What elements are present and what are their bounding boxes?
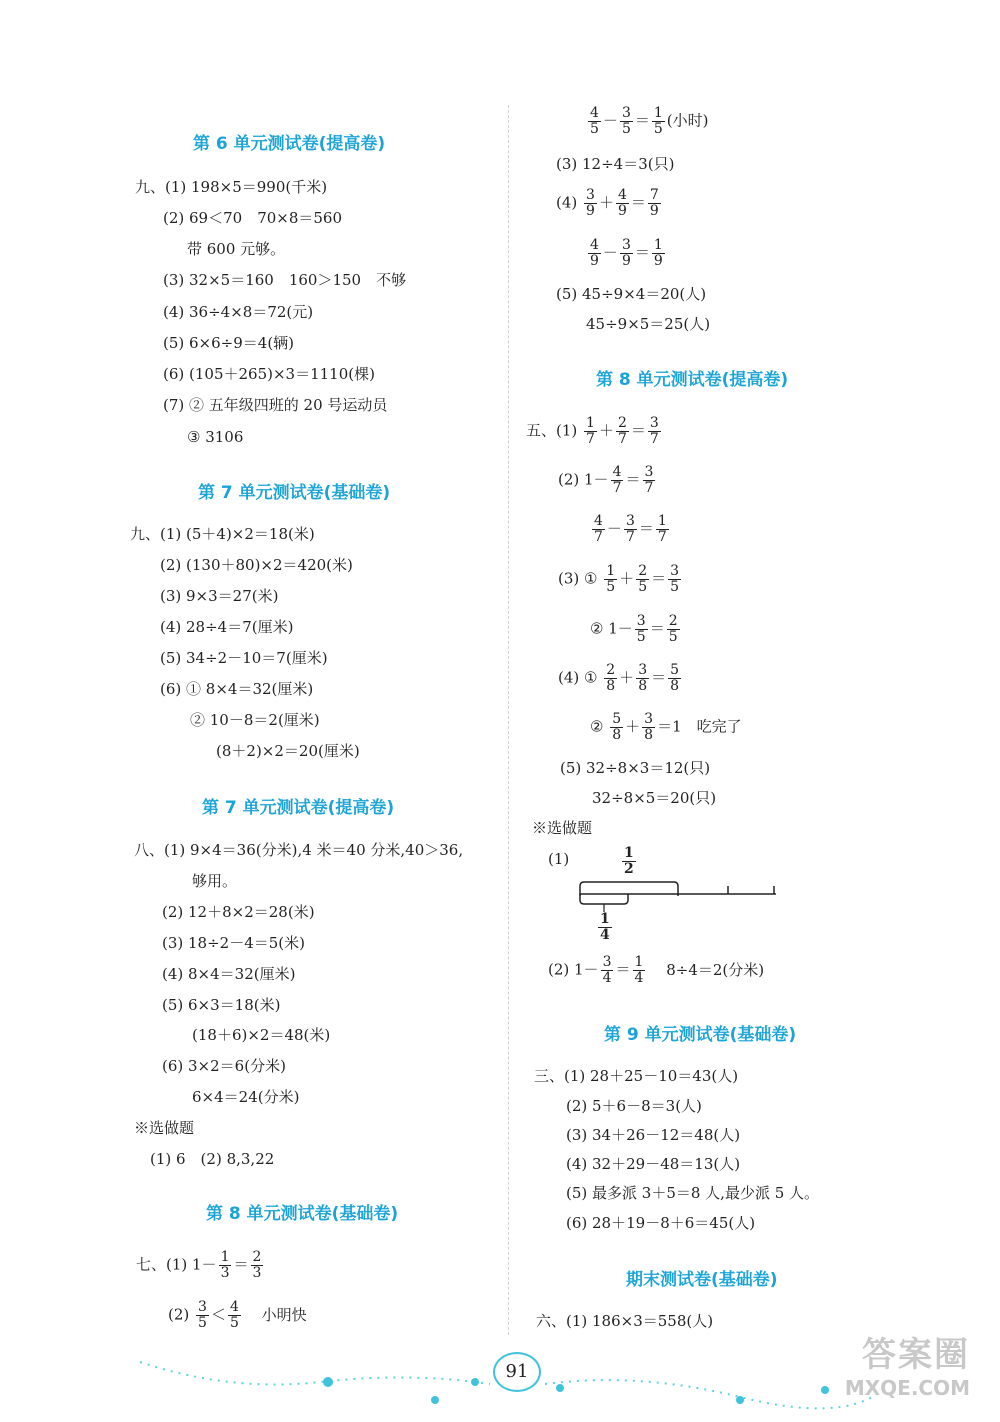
denominator: 7 <box>594 529 603 545</box>
line-prefix: (4) ① <box>558 668 598 687</box>
fraction-line <box>136 1250 265 1281</box>
denominator: 9 <box>649 203 659 219</box>
fraction <box>642 712 655 743</box>
fraction-line <box>558 465 657 496</box>
answer-line: (8＋2)×2＝20(厘米) <box>216 742 360 760</box>
fraction <box>251 1250 264 1281</box>
line-prefix: (2) 1－ <box>558 470 609 489</box>
watermark-logo-text: 答案圈 <box>862 1335 970 1375</box>
numerator: 3 <box>644 464 654 480</box>
answer-line: (18＋6)×2＝48(米) <box>192 1026 331 1044</box>
denominator: 8 <box>638 678 648 694</box>
operator: ＝ <box>233 1255 249 1274</box>
unit7-basic-title: 第 7 单元测试卷(基础卷) <box>198 483 391 503</box>
answer-line: (3) 34＋26－12＝48(人) <box>566 1126 741 1144</box>
answer-line: (5) 45÷9×4＝20(人) <box>556 285 707 303</box>
fraction-line <box>586 238 667 269</box>
answer-line: (5) 6×6÷9＝4(辆) <box>163 334 295 352</box>
fraction <box>616 188 629 219</box>
numerator: 1 <box>657 513 667 529</box>
fraction-line <box>526 416 663 447</box>
fraction <box>643 465 656 496</box>
fraction-line <box>548 955 764 986</box>
fraction-line <box>558 663 683 694</box>
numerator: 5 <box>612 711 622 727</box>
denominator: 5 <box>621 121 631 137</box>
denominator: 8 <box>612 727 622 743</box>
fraction-line <box>590 614 682 645</box>
wave-dot <box>431 1396 439 1404</box>
unit8-advanced-title: 第 8 单元测试卷(提高卷) <box>596 370 789 390</box>
denominator: 9 <box>653 253 663 269</box>
operator: ＋ <box>619 569 635 588</box>
answer-line: (4) 32＋29－48＝13(人) <box>566 1155 741 1173</box>
line-prefix: ② <box>590 717 604 736</box>
denominator: 9 <box>617 203 627 219</box>
numerator: 2 <box>668 613 678 629</box>
operator: － <box>602 111 618 130</box>
denominator: 5 <box>653 121 663 137</box>
answer-line: 九、(1) 198×5＝990(千米) <box>135 178 328 196</box>
answer-line: (5) 32÷8×3＝12(只) <box>560 759 711 777</box>
numerator: 3 <box>621 237 631 253</box>
watermark-url: MXQE.COM <box>844 1376 970 1400</box>
numerator: 4 <box>590 237 599 253</box>
fraction <box>624 514 637 545</box>
answer-line: (3) 9×3＝27(米) <box>160 587 279 605</box>
answer-line: (4) 8×4＝32(厘米) <box>162 965 296 983</box>
unit7-advanced-title: 第 7 单元测试卷(提高卷) <box>202 798 395 818</box>
numerator: 2 <box>617 415 627 431</box>
denominator: 8 <box>670 678 680 694</box>
operator: ＜ <box>210 1305 226 1324</box>
fraction-line <box>590 514 671 545</box>
answer-line: (3) 12÷4＝3(只) <box>556 155 675 173</box>
fraction <box>667 614 680 645</box>
answer-line: 45÷9×5＝25(人) <box>586 315 711 333</box>
diagram-bottom-fraction <box>598 912 612 943</box>
fraction <box>648 416 661 447</box>
diagram-top-fraction <box>622 846 636 877</box>
operator: ＝ <box>634 243 650 262</box>
fraction <box>668 564 681 595</box>
numerator: 5 <box>670 662 680 678</box>
denominator: 3 <box>220 1265 230 1281</box>
numerator: 3 <box>198 1299 207 1315</box>
denominator: 9 <box>586 203 595 219</box>
operator: ＝ <box>649 619 665 638</box>
answer-line: (4) 36÷4×8＝72(元) <box>163 303 314 321</box>
final-exam-title: 期末测试卷(基础卷) <box>626 1270 778 1290</box>
answer-line: (6) 28＋19－8＋6＝45(人) <box>566 1214 756 1232</box>
numerator: 4 <box>590 105 599 121</box>
denominator: 4 <box>600 927 610 943</box>
line-suffix: (小时) <box>666 111 709 130</box>
line-suffix: ＝1 吃完了 <box>657 717 742 736</box>
operator: ＝ <box>625 470 641 489</box>
line-prefix: 五、(1) <box>526 421 578 440</box>
denominator: 4 <box>602 970 612 986</box>
answer-line: (2) 5＋6－8＝3(人) <box>566 1097 702 1115</box>
denominator: 2 <box>624 861 634 877</box>
wave-dot <box>736 1396 744 1404</box>
denominator: 7 <box>586 431 595 447</box>
denominator: 7 <box>612 480 622 496</box>
fraction <box>584 416 597 447</box>
numerator: 4 <box>594 513 603 529</box>
operator: ＋ <box>625 717 641 736</box>
denominator: 5 <box>606 579 616 595</box>
fraction <box>219 1250 232 1281</box>
numerator: 2 <box>638 563 648 579</box>
numerator: 3 <box>625 513 635 529</box>
fraction-line <box>558 564 683 595</box>
optional-label: ※选做题 <box>532 819 593 837</box>
fraction <box>228 1300 241 1331</box>
answer-line: (3) 18÷2－4＝5(米) <box>162 934 306 952</box>
operator: ＝ <box>638 519 654 538</box>
numerator: 1 <box>653 237 663 253</box>
watermark <box>845 1327 970 1400</box>
numerator: 1 <box>600 911 610 927</box>
answer-line: (6) ① 8×4＝32(厘米) <box>160 680 314 698</box>
operator: ＝ <box>615 960 631 979</box>
denominator: 5 <box>670 579 680 595</box>
numerator: 2 <box>606 662 616 678</box>
fraction <box>636 663 649 694</box>
fraction <box>635 614 648 645</box>
operator: ＋ <box>598 193 614 212</box>
wave-dots <box>140 1362 490 1385</box>
fraction <box>601 955 614 986</box>
fraction-line <box>586 106 709 137</box>
fraction <box>604 663 617 694</box>
fraction-line <box>168 1300 307 1331</box>
operator: － <box>606 519 622 538</box>
fraction <box>633 955 646 986</box>
numerator: 3 <box>636 613 646 629</box>
answer-line: (5) 6×3＝18(米) <box>162 996 281 1014</box>
line-prefix: 七、(1) 1－ <box>136 1255 217 1274</box>
denominator: 5 <box>636 629 646 645</box>
answer-line: (6) 3×2＝6(分米) <box>162 1057 286 1075</box>
answer-line: (7) ② 五年级四班的 20 号运动员 <box>163 396 388 414</box>
unit9-basic-title: 第 9 单元测试卷(基础卷) <box>604 1025 797 1045</box>
answer-line: 六、(1) 186×3＝558(人) <box>536 1312 714 1330</box>
operator: ＝ <box>651 668 667 687</box>
denominator: 8 <box>644 727 654 743</box>
fraction <box>648 188 661 219</box>
fraction <box>652 106 665 137</box>
denominator: 9 <box>621 253 631 269</box>
answer-line: (5) 最多派 3＋5＝8 人,最少派 5 人。 <box>566 1184 820 1202</box>
numerator: 4 <box>612 464 622 480</box>
wave-dot <box>471 1378 479 1386</box>
numerator: 1 <box>634 954 644 970</box>
numerator: 3 <box>602 954 612 970</box>
numerator: 3 <box>586 187 595 203</box>
denominator: 7 <box>617 431 627 447</box>
fraction <box>588 106 601 137</box>
answer-line: 6×4＝24(分米) <box>192 1088 300 1106</box>
fraction <box>652 238 665 269</box>
line-prefix: ② 1－ <box>590 619 633 638</box>
fraction-line <box>590 712 742 743</box>
numerator: 3 <box>638 662 648 678</box>
denominator: 9 <box>590 253 599 269</box>
wave-dot <box>323 1377 333 1387</box>
answer-line: (2) 12＋8×2＝28(米) <box>162 903 315 921</box>
fraction <box>620 238 633 269</box>
page-number: 91 <box>493 1352 541 1392</box>
line-prefix: (3) ① <box>558 569 598 588</box>
line-suffix: 小明快 <box>261 1305 307 1324</box>
fraction <box>668 663 681 694</box>
numerator: 3 <box>649 415 659 431</box>
fraction <box>656 514 669 545</box>
denominator: 4 <box>634 970 644 986</box>
fraction <box>604 564 617 595</box>
operator: ＝ <box>634 111 650 130</box>
line-prefix: (2) 1－ <box>548 960 599 979</box>
operator: － <box>602 243 618 262</box>
answer-line: (2) (130＋80)×2＝420(米) <box>160 556 353 574</box>
fraction <box>611 465 624 496</box>
numerator: 4 <box>229 1299 239 1315</box>
line-prefix: (4) <box>556 193 578 212</box>
answer-line: ② 10－8＝2(厘米) <box>190 711 320 729</box>
answer-line: (5) 34÷2－10＝7(厘米) <box>160 649 328 667</box>
optional-q1-label: (1) <box>548 850 570 868</box>
answer-line: (3) 32×5＝160 160＞150 不够 <box>163 271 407 289</box>
operator: ＝ <box>630 421 646 440</box>
numerator: 2 <box>252 1249 262 1265</box>
answer-line: (6) (105＋265)×3＝1110(棵) <box>163 365 375 383</box>
fraction <box>636 564 649 595</box>
answer-line: (2) 69＜70 70×8＝560 <box>163 209 343 227</box>
wave-dots <box>545 1380 880 1408</box>
lower-brace <box>580 894 628 904</box>
denominator: 5 <box>229 1315 239 1331</box>
numerator: 1 <box>220 1249 230 1265</box>
answer-line: 八、(1) 9×4＝36(分米),4 米＝40 分米,40＞36, <box>134 841 464 859</box>
numerator: 3 <box>670 563 680 579</box>
numerator: 1 <box>624 845 634 861</box>
numerator: 1 <box>653 105 663 121</box>
fraction <box>620 106 633 137</box>
unit6-advanced-title: 第 6 单元测试卷(提高卷) <box>193 134 386 154</box>
fraction <box>610 712 623 743</box>
denominator: 8 <box>606 678 616 694</box>
denominator: 7 <box>644 480 654 496</box>
numerator: 3 <box>644 711 654 727</box>
answer-line: 32÷8×5＝20(只) <box>592 789 717 807</box>
denominator: 5 <box>198 1315 207 1331</box>
answer-line: 带 600 元够。 <box>187 240 286 258</box>
answer-line: (4) 28÷4＝7(厘米) <box>160 618 294 636</box>
numerator: 4 <box>617 187 627 203</box>
line-prefix: (2) <box>168 1305 190 1324</box>
numerator: 7 <box>649 187 659 203</box>
denominator: 5 <box>638 579 648 595</box>
fraction <box>584 188 597 219</box>
optional-label: ※选做题 <box>134 1119 195 1137</box>
numerator: 1 <box>586 415 595 431</box>
operator: ＝ <box>651 569 667 588</box>
denominator: 7 <box>657 529 667 545</box>
answer-line: (1) 6 (2) 8,3,22 <box>150 1150 275 1168</box>
fraction <box>616 416 629 447</box>
operator: ＋ <box>619 668 635 687</box>
answer-line: 够用。 <box>192 872 238 890</box>
numerator: 1 <box>606 563 616 579</box>
numerator: 3 <box>621 105 631 121</box>
answer-line: ③ 3106 <box>187 428 244 446</box>
fraction-diagram <box>578 844 788 944</box>
fraction <box>592 514 605 545</box>
denominator: 3 <box>252 1265 262 1281</box>
unit8-basic-title: 第 8 单元测试卷(基础卷) <box>206 1204 399 1224</box>
column-divider <box>508 105 509 1335</box>
denominator: 7 <box>625 529 635 545</box>
answer-line: 九、(1) (5＋4)×2＝18(米) <box>130 525 315 543</box>
fraction <box>196 1300 209 1331</box>
line-suffix: 8÷4＝2(分米) <box>666 960 765 979</box>
fraction-line <box>556 188 663 219</box>
denominator: 5 <box>590 121 599 137</box>
denominator: 5 <box>668 629 678 645</box>
operator: ＋ <box>598 421 614 440</box>
answer-line: 三、(1) 28＋25－10＝43(人) <box>534 1067 739 1085</box>
fraction <box>588 238 601 269</box>
wave-dot <box>556 1384 564 1392</box>
operator: ＝ <box>630 193 646 212</box>
denominator: 7 <box>649 431 659 447</box>
wave-dot <box>821 1386 829 1394</box>
